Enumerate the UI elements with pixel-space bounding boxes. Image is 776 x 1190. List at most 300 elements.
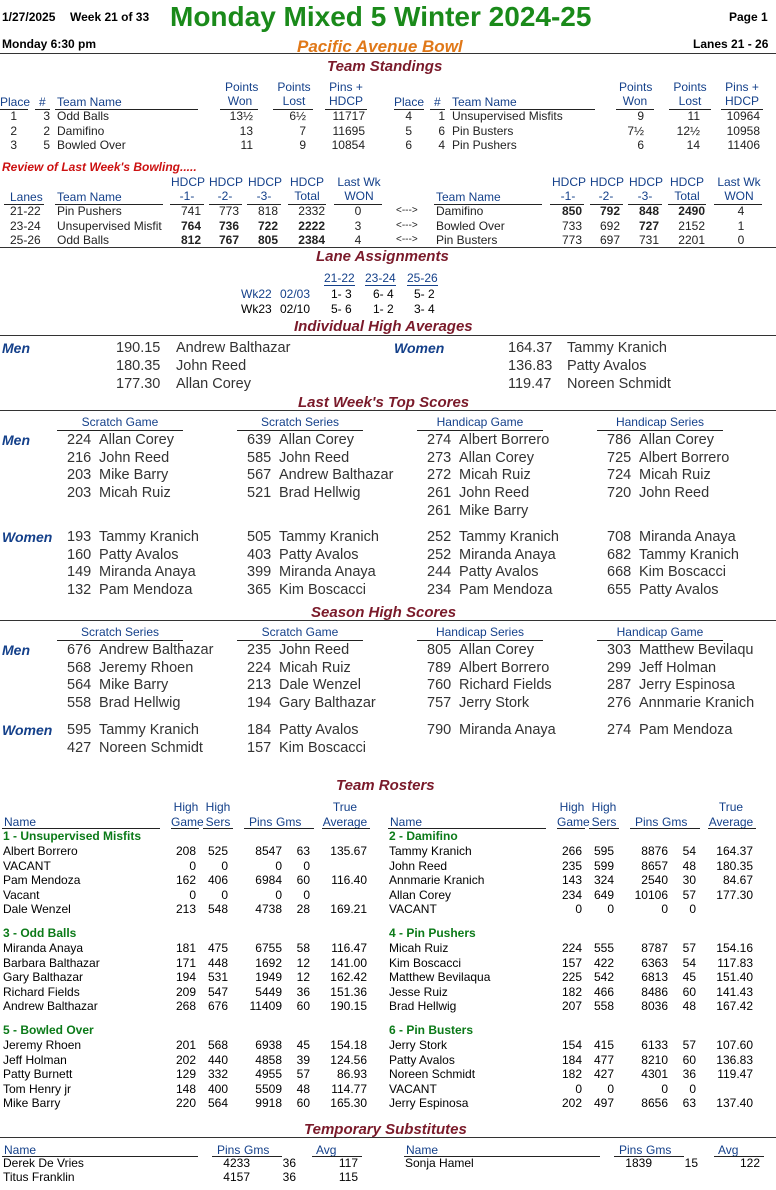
- men-label: Men: [2, 642, 30, 658]
- score-value: 403: [247, 546, 272, 563]
- review-arrow: <--->: [396, 219, 418, 231]
- player-games: 58: [296, 941, 310, 955]
- player-games: 0: [689, 1081, 696, 1096]
- bowler-name: Annmarie Kranich: [639, 695, 755, 712]
- player-high-game: 207: [561, 999, 582, 1013]
- review-a3: 805: [257, 233, 278, 247]
- women-label: Women: [2, 722, 53, 738]
- review-arrow: <--->: [396, 205, 418, 216]
- player-high-game: 171: [175, 955, 196, 970]
- standings-team: Pin Busters: [452, 123, 514, 138]
- header-pins-hdcp-right: Pins + HDCP: [724, 80, 759, 108]
- player-games: 60: [296, 999, 310, 1013]
- player-name: Tammy Kranich: [389, 844, 472, 858]
- player-high-series: 422: [593, 955, 614, 970]
- review-at: 2332: [298, 204, 325, 218]
- bowler-name: Patty Avalos: [279, 722, 359, 738]
- player-games: 45: [682, 970, 696, 984]
- bowler-name: Andrew Balthazar: [99, 642, 214, 658]
- player-high-series: 525: [207, 844, 228, 858]
- review-header-g2-right: HDCP -2-: [590, 175, 625, 203]
- player-pins: 11409: [249, 999, 282, 1013]
- team-roster-title: 2 - Damifino: [389, 829, 458, 843]
- bowler-name: Miranda Anaya: [459, 546, 556, 563]
- standings-pins: 10854: [331, 138, 365, 152]
- bowler-name: Mike Barry: [459, 502, 529, 519]
- substitutes-title: Temporary Substitutes: [304, 1121, 467, 1138]
- player-pins: 8787: [641, 941, 668, 955]
- player-high-series: 448: [207, 955, 228, 970]
- review-header-won-right: Last Wk WON: [717, 175, 761, 203]
- player-pins: 0: [661, 902, 668, 916]
- bowler-name: Tammy Kranich: [279, 529, 379, 545]
- review-a1: 741: [180, 204, 201, 218]
- bowler-name: Patty Avalos: [459, 564, 539, 581]
- women-label: Women: [2, 529, 53, 545]
- review-header-team-right: Team Name: [436, 190, 501, 204]
- review-header-won: Last Wk WON: [337, 175, 381, 203]
- team-roster-title: 1 - Unsupervised Misfits: [3, 829, 142, 843]
- player-high-series: 332: [207, 1067, 228, 1081]
- player-pins: 9918: [255, 1096, 282, 1110]
- bowler-name: Tammy Kranich: [99, 722, 199, 738]
- header-pins-hdcp: Pins + HDCP: [328, 80, 363, 108]
- player-high-series: 466: [593, 984, 614, 999]
- roster-header-name: Name: [390, 815, 423, 829]
- high-average-name: Noreen Schmidt: [567, 376, 671, 392]
- player-name: Richard Fields: [3, 984, 80, 999]
- column-header: Scratch Series: [57, 625, 183, 641]
- review-a2: 773: [218, 204, 239, 218]
- player-name: Jeff Holman: [3, 1052, 67, 1067]
- player-name: Mike Barry: [3, 1096, 61, 1110]
- bowler-name: Patty Avalos: [99, 546, 179, 563]
- player-average: 141.43: [716, 984, 753, 999]
- player-high-series: 497: [593, 1096, 614, 1110]
- player-games: 0: [303, 887, 310, 902]
- roster-header-avg: Average: [322, 815, 368, 829]
- player-pins: 1949: [255, 970, 282, 984]
- score-value: 585: [247, 449, 272, 466]
- men-label: Men: [2, 432, 30, 448]
- standings-pins: 11406: [727, 138, 760, 152]
- review-lanes: 23-24: [10, 218, 41, 233]
- bowler-name: Dale Wenzel: [279, 677, 361, 694]
- standings-pins: 10958: [726, 123, 760, 138]
- player-name: Annmarie Kranich: [389, 873, 485, 887]
- sub-name: Titus Franklin: [3, 1170, 75, 1184]
- bowler-name: John Reed: [639, 485, 710, 502]
- player-name: Dale Wenzel: [3, 902, 71, 916]
- standings-team: Damifino: [57, 123, 105, 138]
- player-high-game: 202: [175, 1052, 196, 1067]
- score-value: 234: [427, 582, 452, 599]
- sub-header-pins: Pins: [619, 1143, 643, 1157]
- review-bt: 2490: [678, 204, 705, 218]
- lane-col-1: 21-22: [324, 271, 355, 285]
- player-games: 48: [682, 999, 696, 1013]
- player-average: 154.18: [330, 1038, 367, 1052]
- column-header: Scratch Series: [237, 415, 363, 431]
- review-aw: 0: [354, 204, 362, 218]
- player-average: 116.47: [331, 941, 367, 955]
- score-value: 757: [427, 695, 452, 712]
- score-value: 789: [427, 659, 452, 676]
- roster-header-avg-top: True: [718, 800, 744, 814]
- review-t1: Pin Pushers: [57, 204, 122, 218]
- lane-pairing: 6- 4: [373, 287, 394, 301]
- player-high-series: 555: [593, 941, 614, 955]
- divider: [0, 1137, 776, 1138]
- player-pins: 6755: [255, 941, 282, 955]
- player-pins: 8210: [641, 1052, 668, 1067]
- day-time: Monday 6:30 pm: [2, 37, 97, 51]
- player-high-game: 184: [561, 1052, 582, 1067]
- sub-games: 36: [282, 1156, 296, 1170]
- player-games: 57: [682, 1038, 696, 1052]
- player-high-game: 143: [561, 873, 582, 887]
- score-value: 399: [247, 564, 272, 581]
- review-t1: Unsupervised Misfit: [57, 218, 162, 233]
- review-aw: 4: [354, 233, 362, 247]
- player-average: 124.56: [330, 1052, 367, 1067]
- standings-place: 1: [10, 109, 17, 123]
- score-value: 427: [67, 739, 92, 756]
- high-average-name: Patty Avalos: [567, 358, 647, 374]
- lane-col-2: 23-24: [365, 271, 396, 285]
- player-pins: 8547: [255, 844, 282, 858]
- score-value: 790: [427, 722, 452, 738]
- review-b2: 692: [599, 218, 620, 233]
- score-value: 194: [247, 695, 272, 712]
- bowler-name: Jerry Stork: [459, 695, 530, 712]
- bowler-name: John Reed: [279, 642, 350, 658]
- sub-header-avg: Avg: [316, 1143, 337, 1157]
- roster-header-high-series-top: High: [205, 800, 231, 814]
- standings-lost: 11: [687, 109, 700, 123]
- sub-pins: 1839: [625, 1156, 652, 1170]
- bowler-name: Noreen Schmidt: [99, 739, 203, 756]
- score-value: 505: [247, 529, 272, 545]
- high-average-name: Allan Corey: [176, 376, 251, 392]
- standings-won: 6: [637, 138, 644, 152]
- score-value: 224: [67, 432, 92, 448]
- score-value: 676: [67, 642, 92, 658]
- score-value: 252: [427, 529, 452, 545]
- player-name: Patty Avalos: [389, 1052, 455, 1067]
- roster-header-name: Name: [4, 815, 37, 829]
- player-pins: 6133: [641, 1038, 668, 1052]
- player-high-game: 224: [561, 941, 582, 955]
- score-value: 725: [607, 449, 632, 466]
- bowler-name: Albert Borrero: [639, 449, 730, 466]
- review-title: Review of Last Week's Bowling.....: [2, 160, 197, 174]
- score-value: 521: [247, 485, 272, 502]
- player-name: VACANT: [389, 1081, 437, 1096]
- player-name: VACANT: [3, 858, 51, 873]
- score-value: 193: [67, 529, 92, 545]
- player-games: 60: [296, 1096, 310, 1110]
- review-at: 2384: [298, 233, 325, 247]
- lane-week: Wk23: [241, 302, 272, 316]
- review-bw: 1: [737, 218, 745, 233]
- high-average-name: Tammy Kranich: [567, 340, 667, 356]
- bowler-name: John Reed: [459, 485, 530, 502]
- player-pins: 6363: [641, 955, 668, 970]
- score-value: 244: [427, 564, 452, 581]
- player-average: 114.77: [331, 1081, 367, 1096]
- player-name: Jesse Ruiz: [389, 984, 448, 999]
- player-name: Pam Mendoza: [3, 873, 81, 887]
- player-games: 54: [682, 844, 696, 858]
- review-b3: 727: [638, 218, 659, 233]
- score-value: 805: [427, 642, 452, 658]
- score-value: 708: [607, 529, 632, 545]
- sub-header-avg: Avg: [718, 1143, 739, 1157]
- review-header-lanes: Lanes: [10, 190, 43, 204]
- bowler-name: Patty Avalos: [279, 546, 359, 563]
- player-games: 48: [296, 1081, 310, 1096]
- player-pins: 4955: [255, 1067, 282, 1081]
- lane-col-3: 25-26: [407, 271, 438, 285]
- player-high-series: 0: [607, 1081, 614, 1096]
- roster-header-pins: Pins: [635, 815, 659, 829]
- player-high-series: 324: [593, 873, 614, 887]
- player-pins: 1692: [255, 955, 282, 970]
- score-value: 720: [607, 485, 632, 502]
- player-high-game: 162: [175, 873, 196, 887]
- divider: [0, 53, 776, 54]
- review-aw: 3: [354, 218, 362, 233]
- player-high-game: 201: [175, 1038, 196, 1052]
- score-value: 655: [607, 582, 632, 599]
- sub-games: 15: [684, 1156, 698, 1170]
- score-value: 272: [427, 467, 452, 484]
- team-roster-title: 4 - Pin Pushers: [389, 926, 476, 940]
- player-name: Vacant: [3, 887, 40, 902]
- bowler-name: Mike Barry: [99, 467, 169, 484]
- column-header: Handicap Game: [417, 415, 543, 431]
- review-a1: 764: [180, 218, 201, 233]
- player-high-series: 0: [607, 902, 614, 916]
- player-games: 63: [296, 844, 310, 858]
- standings-num: 2: [43, 123, 50, 138]
- league-title: Monday Mixed 5 Winter 2024-25: [170, 1, 592, 32]
- top-scores-title: Last Week's Top Scores: [298, 394, 470, 411]
- standings-team: Odd Balls: [57, 109, 110, 123]
- player-pins: 5449: [255, 984, 282, 999]
- player-average: 165.30: [330, 1096, 367, 1110]
- player-pins: 8036: [641, 999, 668, 1013]
- divider: [0, 410, 776, 411]
- score-value: 274: [427, 432, 452, 448]
- player-average: 151.36: [330, 984, 367, 999]
- team-roster-title: 6 - Pin Busters: [389, 1023, 474, 1037]
- sub-header-games: Gms: [244, 1143, 270, 1157]
- header-points-lost-right: Points Lost: [673, 80, 707, 108]
- lane-pairing: 1- 2: [373, 302, 394, 316]
- score-value: 160: [67, 546, 92, 563]
- player-high-game: 225: [561, 970, 582, 984]
- review-at: 2222: [298, 218, 325, 233]
- header-rule: [630, 828, 700, 829]
- player-pins: 6938: [255, 1038, 282, 1052]
- player-high-series: 0: [221, 887, 228, 902]
- lane-pairing: 3- 4: [414, 302, 435, 316]
- standings-lost: 9: [299, 138, 306, 152]
- player-high-series: 427: [593, 1067, 614, 1081]
- review-lanes: 21-22: [10, 204, 41, 218]
- lane-pairing: 1- 3: [331, 287, 352, 301]
- bowler-name: Tammy Kranich: [639, 546, 739, 563]
- standings-won: 11: [240, 138, 253, 152]
- player-games: 36: [296, 984, 310, 999]
- score-value: 567: [247, 467, 272, 484]
- roster-header-high-game-top: High: [173, 800, 199, 814]
- sub-average: 115: [338, 1170, 358, 1184]
- sub-average: 117: [338, 1156, 358, 1170]
- player-games: 48: [682, 858, 696, 873]
- review-header-total-right: HDCP Total: [670, 175, 705, 203]
- player-average: 86.93: [336, 1067, 367, 1081]
- bowler-name: Matthew Bevilaqu: [639, 642, 754, 658]
- roster-header-high-series: Sers: [205, 815, 231, 829]
- score-value: 276: [607, 695, 632, 712]
- page-number: Page 1: [729, 10, 768, 24]
- divider: [0, 620, 776, 621]
- score-value: 299: [607, 659, 632, 676]
- player-high-series: 440: [207, 1052, 228, 1067]
- player-pins: 0: [661, 1081, 668, 1096]
- bowler-name: Brad Hellwig: [99, 695, 181, 712]
- player-pins: 8876: [641, 844, 668, 858]
- standings-won: 7½: [627, 123, 644, 138]
- bowler-name: Pam Mendoza: [99, 582, 193, 599]
- player-average: 107.60: [716, 1038, 753, 1052]
- review-a2: 767: [218, 233, 239, 247]
- high-average-name: John Reed: [176, 358, 247, 374]
- season-high-title: Season High Scores: [311, 604, 457, 621]
- bowler-name: Miranda Anaya: [99, 564, 196, 581]
- sub-name: Derek De Vries: [3, 1156, 84, 1170]
- standings-team: Unsupervised Misfits: [452, 109, 563, 123]
- bowler-name: Richard Fields: [459, 677, 552, 694]
- player-average: 136.83: [716, 1052, 753, 1067]
- player-pins: 10106: [634, 887, 668, 902]
- standings-lost: 12½: [676, 123, 700, 138]
- player-high-series: 649: [593, 887, 614, 902]
- standings-won: 13: [239, 123, 253, 138]
- player-average: 164.37: [716, 844, 753, 858]
- player-games: 45: [296, 1038, 310, 1052]
- player-pins: 0: [275, 887, 282, 902]
- lanes-range: Lanes 21 - 26: [693, 37, 769, 51]
- roster-header-high-game: Game: [171, 815, 204, 829]
- header-points-lost: Points Lost: [277, 80, 311, 108]
- review-b1: 850: [561, 204, 582, 218]
- standings-lost: 7: [299, 123, 306, 138]
- women-label: Women: [394, 340, 445, 356]
- header-team-name: Team Name: [57, 95, 122, 109]
- sub-header-games: Gms: [646, 1143, 672, 1157]
- player-high-series: 564: [207, 1096, 228, 1110]
- standings-team: Bowled Over: [57, 138, 126, 152]
- player-high-series: 542: [593, 970, 614, 984]
- player-name: Jerry Stork: [389, 1038, 448, 1052]
- player-average: 154.16: [716, 941, 753, 955]
- player-high-game: 208: [175, 844, 196, 858]
- review-header-team: Team Name: [57, 190, 122, 204]
- standings-place: 3: [10, 138, 17, 152]
- player-high-series: 477: [593, 1052, 614, 1067]
- roster-header-games: Gms: [276, 815, 302, 829]
- column-header: Handicap Series: [597, 415, 723, 431]
- player-high-series: 406: [207, 873, 228, 887]
- player-games: 0: [303, 858, 310, 873]
- player-games: 63: [682, 1096, 696, 1110]
- player-average: 141.00: [330, 955, 367, 970]
- bowler-name: Tammy Kranich: [99, 529, 199, 545]
- review-bt: 2152: [678, 218, 705, 233]
- review-b2: 697: [599, 233, 620, 247]
- bowler-name: Brad Hellwig: [279, 485, 361, 502]
- roster-header-high-game-top: High: [559, 800, 585, 814]
- review-t2: Pin Busters: [436, 233, 498, 247]
- score-value: 216: [67, 449, 92, 466]
- bowler-name: Allan Corey: [279, 432, 354, 448]
- player-games: 0: [689, 902, 696, 916]
- player-average: 180.35: [716, 858, 753, 873]
- review-b2: 792: [599, 204, 620, 218]
- player-games: 36: [682, 1067, 696, 1081]
- column-header: Handicap Series: [417, 625, 543, 641]
- high-averages-title: Individual High Averages: [294, 318, 473, 335]
- review-a3: 818: [257, 204, 278, 218]
- high-average-value: 190.15: [116, 340, 161, 356]
- bowler-name: Allan Corey: [99, 432, 174, 448]
- player-name: Miranda Anaya: [3, 941, 84, 955]
- player-high-game: 181: [175, 941, 196, 955]
- bowler-name: Micah Ruiz: [459, 467, 531, 484]
- review-t1: Odd Balls: [57, 233, 110, 247]
- header-rule: [203, 828, 233, 829]
- player-average: 177.30: [716, 887, 753, 902]
- player-high-series: 0: [221, 858, 228, 873]
- player-high-game: 154: [561, 1038, 582, 1052]
- score-value: 235: [247, 642, 272, 658]
- score-value: 132: [67, 582, 92, 599]
- player-high-series: 475: [207, 941, 228, 955]
- player-pins: 6984: [255, 873, 282, 887]
- week-label: Week 21 of 33: [70, 10, 150, 24]
- score-value: 203: [67, 467, 92, 484]
- column-header: Scratch Game: [237, 625, 363, 641]
- player-name: Albert Borrero: [3, 844, 78, 858]
- standings-pins: 11717: [332, 109, 365, 123]
- bowler-name: Albert Borrero: [459, 659, 550, 676]
- player-pins: 4738: [255, 902, 282, 916]
- standings-num: 4: [438, 138, 445, 152]
- player-pins: 8656: [641, 1096, 668, 1110]
- player-high-game: 148: [175, 1081, 196, 1096]
- roster-header-games: Gms: [662, 815, 688, 829]
- player-pins: 6813: [641, 970, 668, 984]
- review-t2: Damifino: [436, 204, 484, 218]
- header-points-won: Points Won: [225, 80, 259, 108]
- bowler-name: Allan Corey: [459, 642, 534, 658]
- lane-pairing: 5- 2: [414, 287, 435, 301]
- team-roster-title: 5 - Bowled Over: [3, 1023, 94, 1037]
